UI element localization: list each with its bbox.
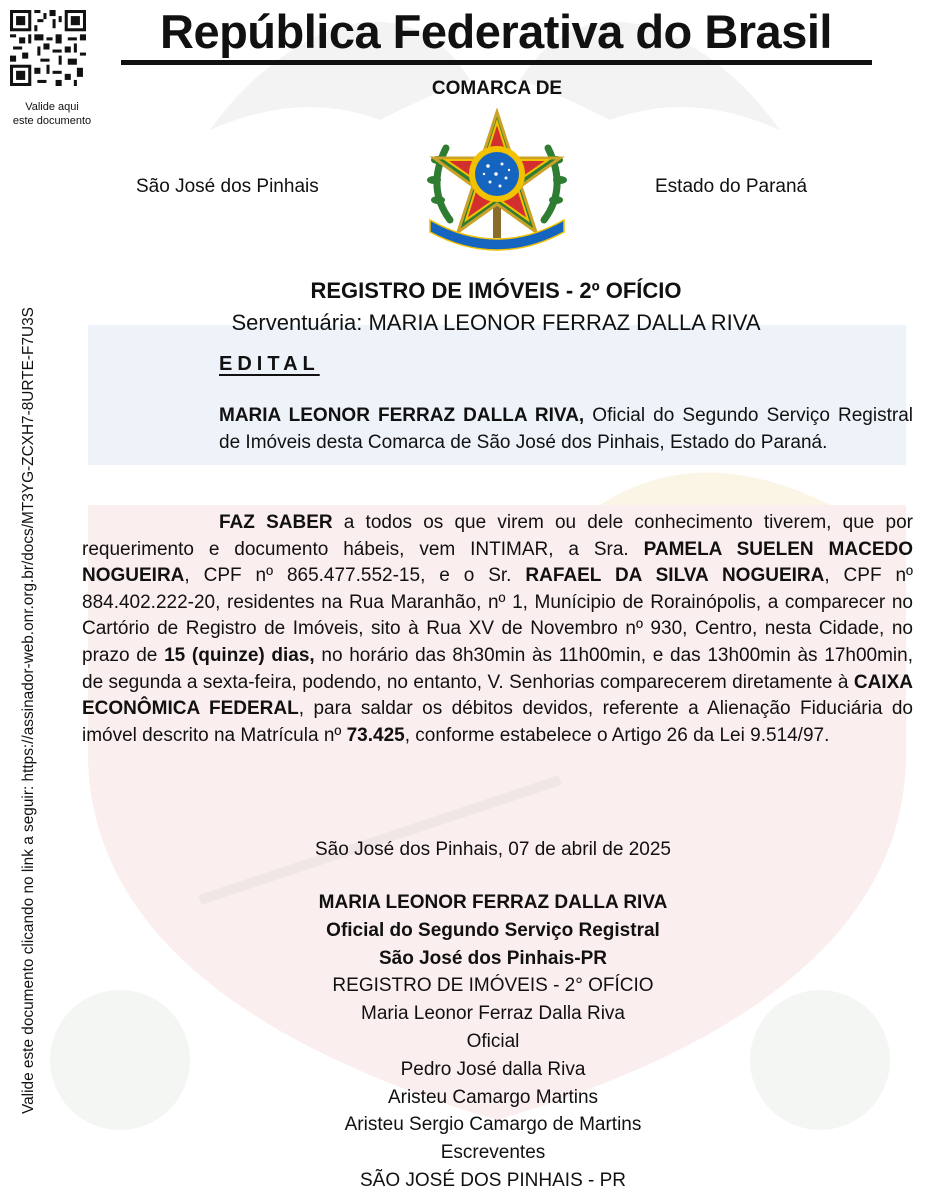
signature-block — [193, 889, 793, 1195]
qr-caption — [8, 100, 96, 128]
brazil-coat-of-arms-emblem — [416, 108, 578, 258]
stamp-line: Maria Leonor Ferraz Dalla Riva — [361, 1003, 625, 1025]
body-text-3: , CPF nº 884.402.222-20, residentes na Rua Maranhão, nº 1, Munícipio de Rorainópolis, a comparecer no Cartório de Registro de Imóveis, sito à Rua XV de Novembro nº 930, Centro, nesta Cidade, no prazo de — [82, 565, 913, 666]
document-header-title: República Federativa do Brasil — [160, 5, 832, 58]
edital-heading: EDITAL — [219, 353, 320, 375]
stamp-line: Aristeu Camargo Martins — [387, 1086, 599, 1108]
qr-caption-line-2: este documento — [12, 115, 92, 127]
state-label: Estado do Paraná — [655, 176, 808, 197]
qr-caption-line-1: Valide aqui — [25, 101, 79, 113]
stamp-line: Aristeu Sergio Camargo de Martins — [344, 1114, 642, 1136]
body-deadline: 15 (quinze) dias, — [164, 644, 315, 666]
body-matricula: 73.425 — [346, 724, 405, 746]
stamp-line: REGISTRO DE IMÓVEIS - 2° OFÍCIO — [332, 975, 654, 997]
edital-body-paragraph — [82, 510, 913, 749]
stamp-line: SÃO JOSÉ DOS PINHAIS - PR — [359, 1169, 627, 1191]
serventuaria-line: Serventuária: MARIA LEONOR FERRAZ DALLA RIVA — [231, 310, 761, 335]
stamp-line: Pedro José dalla Riva — [400, 1058, 586, 1080]
body-intimado-2: RAFAEL DA SILVA NOGUEIRA — [525, 565, 825, 587]
city-label: São José dos Pinhais — [136, 176, 319, 197]
body-text-5: , para saldar os débitos devidos, referente a Alienação Fiduciária do imóvel descrito na Matrícula nº — [82, 698, 913, 746]
qr-code[interactable] — [10, 10, 86, 86]
signatory-name: MARIA LEONOR FERRAZ DALLA RIVA — [318, 892, 668, 913]
body-text-6: , conforme estabelece o Artigo 26 da Lei 9.514/97. — [404, 724, 830, 746]
body-faz-saber: FAZ SABER — [219, 512, 333, 533]
header-divider — [121, 60, 872, 65]
body-bank: CAIXA ECONÔMICA FEDERAL — [82, 671, 913, 720]
validation-link[interactable]: Valide este documento clicando no link a seguir: https://assinador-web.onr.org.br/docs/MT3YG-ZCXH7-8URTE-F7U3S — [20, 307, 37, 1114]
comarca-label: COMARCA DE — [431, 78, 563, 99]
stamp-line: Oficial — [466, 1030, 520, 1052]
body-text-4: no horário das 8h30min às 11h00min, e das 13h00min às 17h00min, de segunda a sexta-feira, podendo, no entanto, V. Senhorias comparecerem diretamente à — [82, 644, 913, 693]
intro-paragraph — [219, 403, 913, 456]
body-intimado-1: PAMELA SUELEN MACEDO NOGUEIRA — [82, 538, 913, 587]
date-line: São José dos Pinhais, 07 de abril de 2025 — [315, 839, 671, 860]
body-text-2: , CPF nº 865.477.552-15, e o Sr. — [184, 565, 526, 587]
stamp-line: Escreventes — [440, 1142, 546, 1164]
body-text-1: a todos os que virem ou dele conhecimento tiverem, que por requerimento e documento hábeis, vem INTIMAR, a Sra. — [82, 512, 913, 560]
signatory-role: Oficial do Segundo Serviço Registral — [326, 919, 660, 941]
registry-title: REGISTRO DE IMÓVEIS - 2º OFÍCIO — [310, 278, 682, 303]
signatory-place: São José dos Pinhais-PR — [378, 947, 608, 969]
intro-official-name: MARIA LEONOR FERRAZ DALLA RIVA, — [219, 405, 585, 426]
intro-text: Oficial do Segundo Serviço Registral de Imóveis desta Comarca de São José dos Pinhais, Estado do Paraná. — [219, 405, 913, 453]
